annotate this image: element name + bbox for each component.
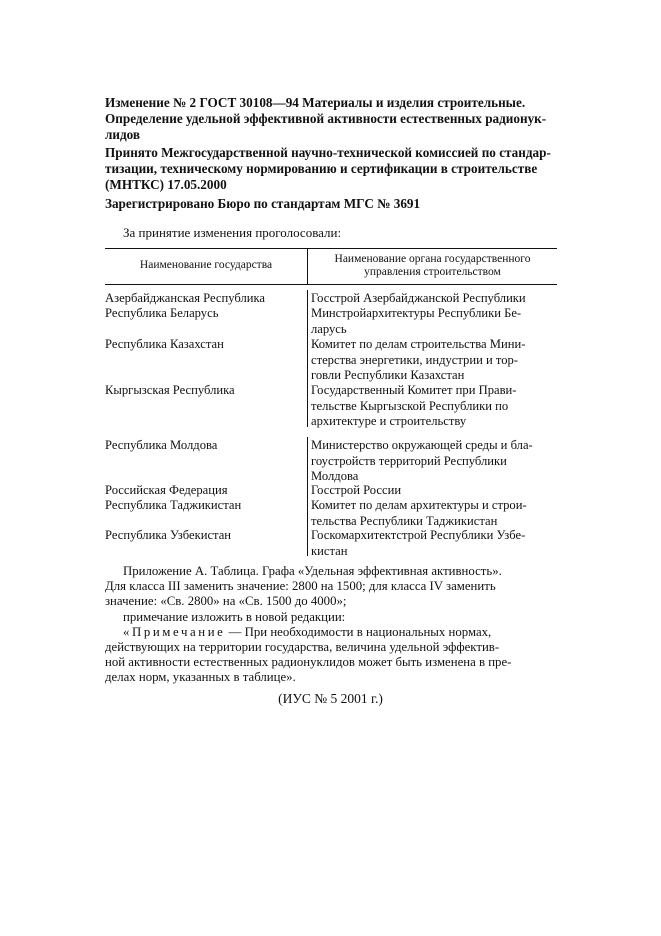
body-line: Госстрой Азербайджанской Республики <box>311 291 526 305</box>
col-header-state: Наименование государства <box>139 259 273 271</box>
body-line: кистан <box>311 543 348 558</box>
table-row-body <box>311 438 533 485</box>
amendment-title-line: Изменение № 2 ГОСТ 30108—94 Материалы и изделия строительные. <box>105 95 526 110</box>
body-line: тельства Республики Таджикистан <box>311 513 498 528</box>
table-row-state <box>105 483 228 499</box>
body-line: Минстройархитектуры Республики Бе- <box>311 306 522 320</box>
note-first-text: — При необходимости в национальных нормах, <box>225 624 492 639</box>
table-row-state <box>105 383 235 399</box>
table-top-rule <box>105 248 557 249</box>
state-name: Республика Таджикистан <box>105 498 242 512</box>
state-name: Азербайджанская Республика <box>105 291 266 305</box>
amendment-title <box>105 95 557 143</box>
body-line: говли Республики Казахстан <box>311 368 465 382</box>
table-row-state <box>105 306 218 322</box>
table-row-state <box>105 498 241 514</box>
note-line: действующих на территории государства, величина удельной эффектив- <box>105 640 500 655</box>
registration-text: Зарегистрировано Бюро по стандартам МГС № 3691 <box>105 196 421 211</box>
body-line: Министерство окружающей среды и бла- <box>311 438 533 452</box>
note-intro: примечание изложить в новой редакции: <box>123 609 346 624</box>
column-divider <box>307 290 308 427</box>
state-name: Республика Молдова <box>105 438 218 452</box>
amendment-title-line: лидов <box>105 127 141 142</box>
amendment-title-line: Определение удельной эффективной активности естественных радионук- <box>105 111 547 126</box>
body-line: Комитет по делам архитектуры и строи- <box>311 498 527 512</box>
adoption-line: Принято Межгосударственной научно-технической комиссией по стандар- <box>105 145 551 160</box>
state-name: Кыргызская Республика <box>105 383 235 397</box>
table-row-body <box>311 383 516 430</box>
appendix-line: значение: «Св. 2800» на «Св. 1500 до 4000»; <box>105 594 347 609</box>
table-row-state <box>105 438 217 454</box>
column-divider <box>307 437 308 556</box>
col-header-body-line: управления строительством <box>364 266 501 278</box>
note-line: делах норм, указанных в таблице». <box>105 670 296 685</box>
body-line: Молдова <box>311 469 359 483</box>
body-line: Государственный Комитет при Прави- <box>311 383 517 397</box>
body-line: архитектуре и строительству <box>311 414 467 428</box>
note-prefix: «Примечание <box>123 624 226 639</box>
body-line: ларусь <box>311 321 347 336</box>
state-name: Российская Федерация <box>105 483 228 497</box>
body-line: Госстрой России <box>311 483 402 497</box>
table-row-body <box>311 528 525 559</box>
body-line: Госкомархитектстрой Республики Узбе- <box>311 528 526 542</box>
note-first-line <box>105 625 511 640</box>
body-line: Комитет по делам строительства Мини- <box>311 337 526 351</box>
col-header-body-line: Наименование органа государственного <box>334 253 531 265</box>
table-row-body <box>311 337 525 384</box>
appendix-line: Для класса III заменить значение: 2800 на 1500; для класса IV заменить <box>105 579 496 594</box>
state-name: Республика Узбекистан <box>105 528 232 542</box>
registration-statement <box>105 196 557 212</box>
table-row-state <box>105 337 224 353</box>
appendix-line: Приложение А. Таблица. Графа «Удельная эффективная активность». <box>123 564 502 578</box>
body-line: гоустройств территорий Республики <box>311 453 507 468</box>
note-line: ной активности естественных радионуклидов может быть изменена в пре- <box>105 655 512 670</box>
table-row-state <box>105 528 231 544</box>
body-line: стерства энергетики, индустрии и тор- <box>311 352 518 367</box>
table-row-body <box>311 291 526 307</box>
table-row-body <box>311 306 521 337</box>
adoption-statement <box>105 145 557 193</box>
publication-reference: (ИУС № 5 2001 г.) <box>278 691 383 706</box>
body-line: тельстве Кыргызской Республики по <box>311 398 509 413</box>
state-name: Республика Беларусь <box>105 306 219 320</box>
table-row-state <box>105 291 265 307</box>
voting-intro: За принятие изменения проголосовали: <box>123 225 342 240</box>
appendix-paragraph <box>105 564 511 686</box>
adoption-line: тизации, техническому нормированию и сертификации в строительстве <box>105 161 538 176</box>
state-name: Республика Казахстан <box>105 337 224 351</box>
table-header-rule <box>105 284 557 285</box>
table-row-body <box>311 483 401 499</box>
col-header-body <box>308 253 557 279</box>
table-row-body <box>311 498 527 529</box>
adoption-line: (МНТКС) 17.05.2000 <box>105 177 227 192</box>
